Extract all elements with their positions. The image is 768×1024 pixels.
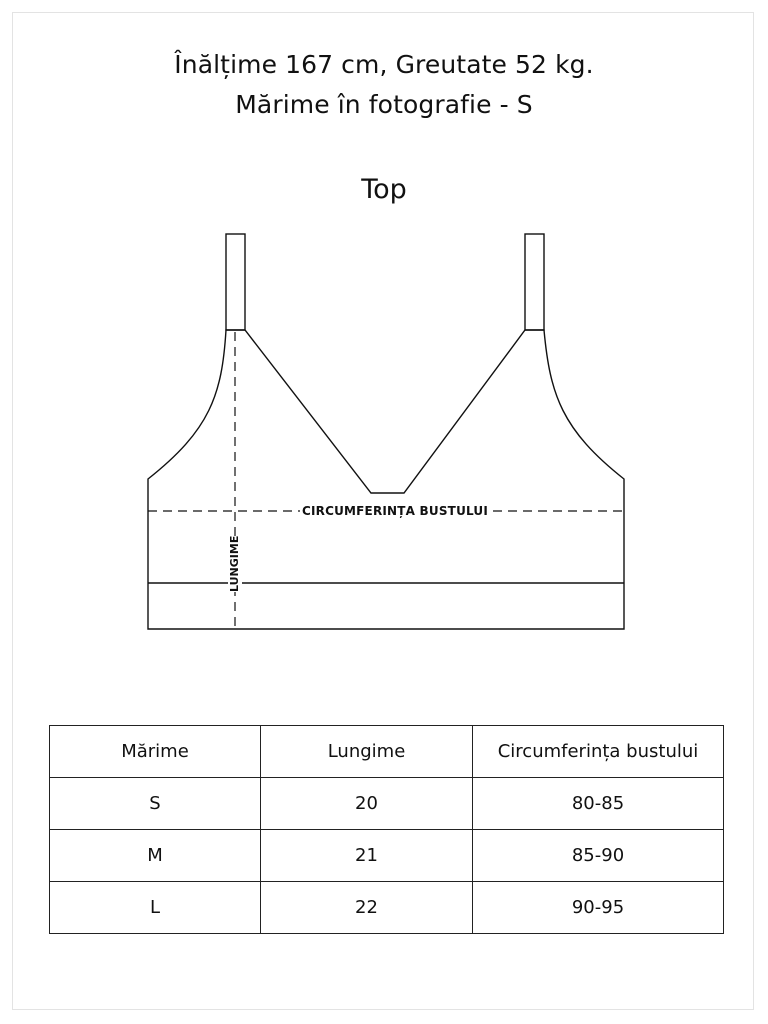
length-cell: 22 <box>261 882 473 934</box>
bust-label: CIRCUMFERINȚA BUSTULUI <box>301 504 489 518</box>
bust-cell: 85-90 <box>473 830 724 882</box>
table-row <box>50 830 724 882</box>
model-measurements: Înălțime 167 cm, Greutate 52 kg. <box>174 50 594 79</box>
column-header-size: Mărime <box>50 726 261 778</box>
bust-cell: 80-85 <box>473 778 724 830</box>
size-in-photo: Mărime în fotografie - S <box>235 90 533 119</box>
size-cell: M <box>50 830 261 882</box>
size-cell: S <box>50 778 261 830</box>
size-table <box>49 725 724 934</box>
garment-title: Top <box>361 174 407 205</box>
column-header-bust: Circumferința bustului <box>473 726 724 778</box>
size-cell: L <box>50 882 261 934</box>
column-header-length: Lungime <box>261 726 473 778</box>
bust-cell: 90-95 <box>473 882 724 934</box>
garment-outline <box>148 330 624 629</box>
length-label: LUNGIME <box>228 535 241 592</box>
table-row <box>50 882 724 934</box>
right-strap <box>525 234 544 330</box>
length-cell: 21 <box>261 830 473 882</box>
table-row <box>50 778 724 830</box>
left-strap <box>226 234 245 330</box>
length-cell: 20 <box>261 778 473 830</box>
table-header-row <box>50 726 724 778</box>
